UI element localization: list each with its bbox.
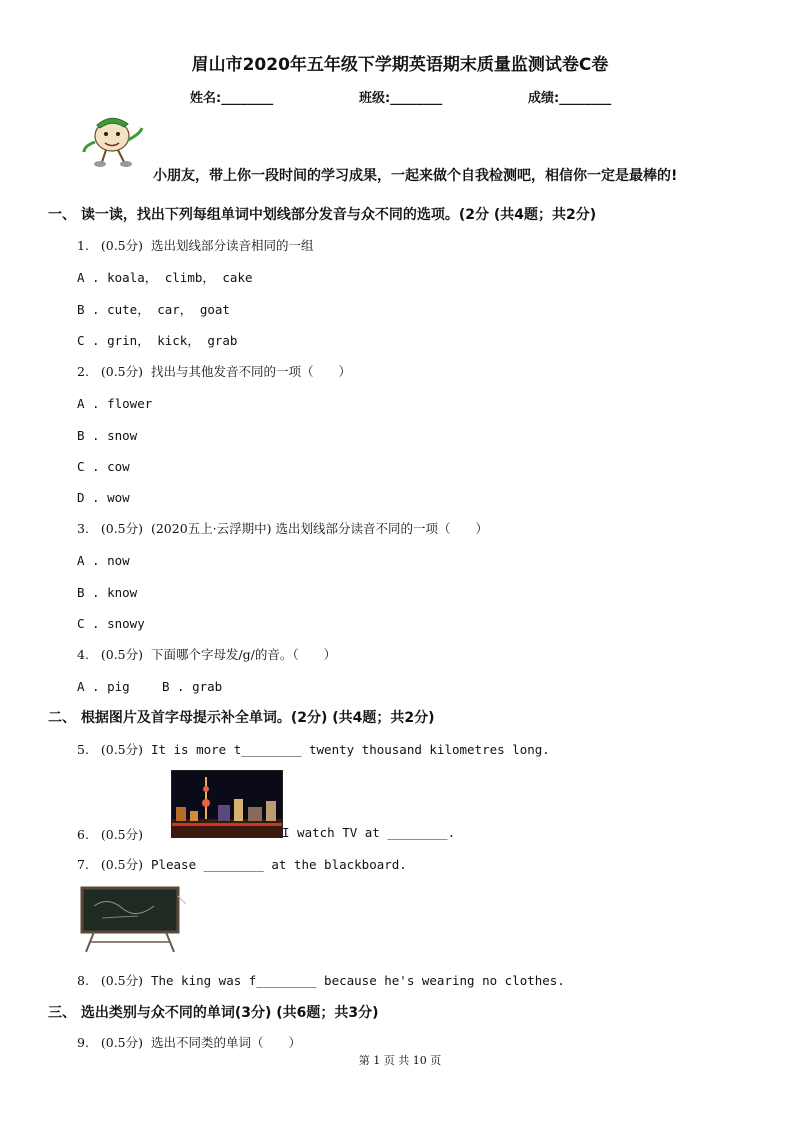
question-text: The king was f________ because he's wearing no clothes.	[150, 973, 565, 988]
mascot-icon	[78, 112, 148, 170]
option-3a[interactable]: A . now	[77, 553, 130, 568]
question-number: 4.	[77, 647, 89, 662]
option-3c[interactable]: C . snowy	[77, 616, 145, 631]
question-number: 6.	[77, 827, 89, 842]
option-2a[interactable]: A . flower	[77, 396, 153, 411]
option-2b[interactable]: B . snow	[77, 428, 138, 443]
score-field[interactable]: 成绩:________	[528, 91, 612, 106]
name-field[interactable]: 姓名:________	[190, 91, 274, 106]
option-2d[interactable]: D . wow	[77, 490, 130, 505]
section-3-heading: 三、 选出类别与众不同的单词(3分) (共6题；共3分)	[48, 1005, 379, 1021]
question-text: 下面哪个字母发/g/的音。（ ）	[150, 647, 337, 662]
option-4a[interactable]: A . pig	[77, 679, 130, 694]
option-3b[interactable]: B . know	[77, 585, 138, 600]
question-number: 7.	[77, 857, 89, 872]
question-score: (0.5分)	[100, 238, 143, 253]
question-3	[77, 519, 488, 537]
question-6-text: I watch TV at ________.	[282, 825, 456, 840]
section-1-heading: 一、 读一读，找出下列每组单词中划线部分发音与众不同的选项。(2分 (共4题；共2分)	[48, 207, 597, 223]
page-title: 眉山市2020年五年级下学期英语期末质量监测试卷C卷	[191, 55, 609, 75]
question-8	[77, 971, 565, 989]
question-number: 2.	[77, 364, 89, 379]
page-footer: 第 1 页 共 10 页	[358, 1054, 442, 1067]
question-6	[77, 825, 143, 843]
question-7	[77, 855, 407, 873]
question-number: 5.	[77, 742, 89, 757]
question-text: 找出与其他发音不同的一项（ ）	[150, 364, 351, 379]
blackboard-image	[78, 884, 190, 956]
question-score: (0.5分)	[100, 973, 143, 988]
option-1a[interactable]: A . koala， climb， cake	[77, 270, 253, 285]
question-text: 选出不同类的单词（ ）	[150, 1035, 301, 1050]
question-score: (0.5分)	[100, 857, 143, 872]
question-4	[77, 645, 336, 663]
question-score: (0.5分)	[100, 647, 143, 662]
question-score: (0.5分)	[100, 742, 143, 757]
question-5	[77, 740, 550, 758]
question-number: 8.	[77, 973, 89, 988]
class-field[interactable]: 班级:________	[359, 91, 443, 106]
question-text: 选出划线部分读音相同的一组	[150, 238, 314, 253]
question-1	[77, 236, 313, 254]
option-2c[interactable]: C . cow	[77, 459, 130, 474]
option-1b[interactable]: B . cute， car， goat	[77, 302, 230, 317]
section-2-heading: 二、 根据图片及首字母提示补全单词。(2分) (共4题；共2分)	[48, 710, 435, 726]
question-score: (0.5分)	[100, 1035, 143, 1050]
night-city-image	[171, 770, 283, 838]
question-text: (2020五上·云浮期中) 选出划线部分读音不同的一项（ ）	[150, 521, 488, 536]
question-2	[77, 362, 351, 380]
question-number: 3.	[77, 521, 89, 536]
question-number: 1.	[77, 238, 89, 253]
question-text: Please ________ at the blackboard.	[150, 857, 407, 872]
option-4b[interactable]: B . grab	[162, 679, 223, 694]
question-score: (0.5分)	[100, 827, 143, 842]
question-score: (0.5分)	[100, 364, 143, 379]
question-number: 9.	[77, 1035, 89, 1050]
intro-text: 小朋友，带上你一段时间的学习成果，一起来做个自我检测吧，相信你一定是最棒的!	[153, 168, 678, 184]
question-score: (0.5分)	[100, 521, 143, 536]
option-1c[interactable]: C . grin， kick， grab	[77, 333, 238, 348]
question-text: It is more t________ twenty thousand kilometres long.	[150, 742, 550, 757]
question-9	[77, 1033, 301, 1051]
